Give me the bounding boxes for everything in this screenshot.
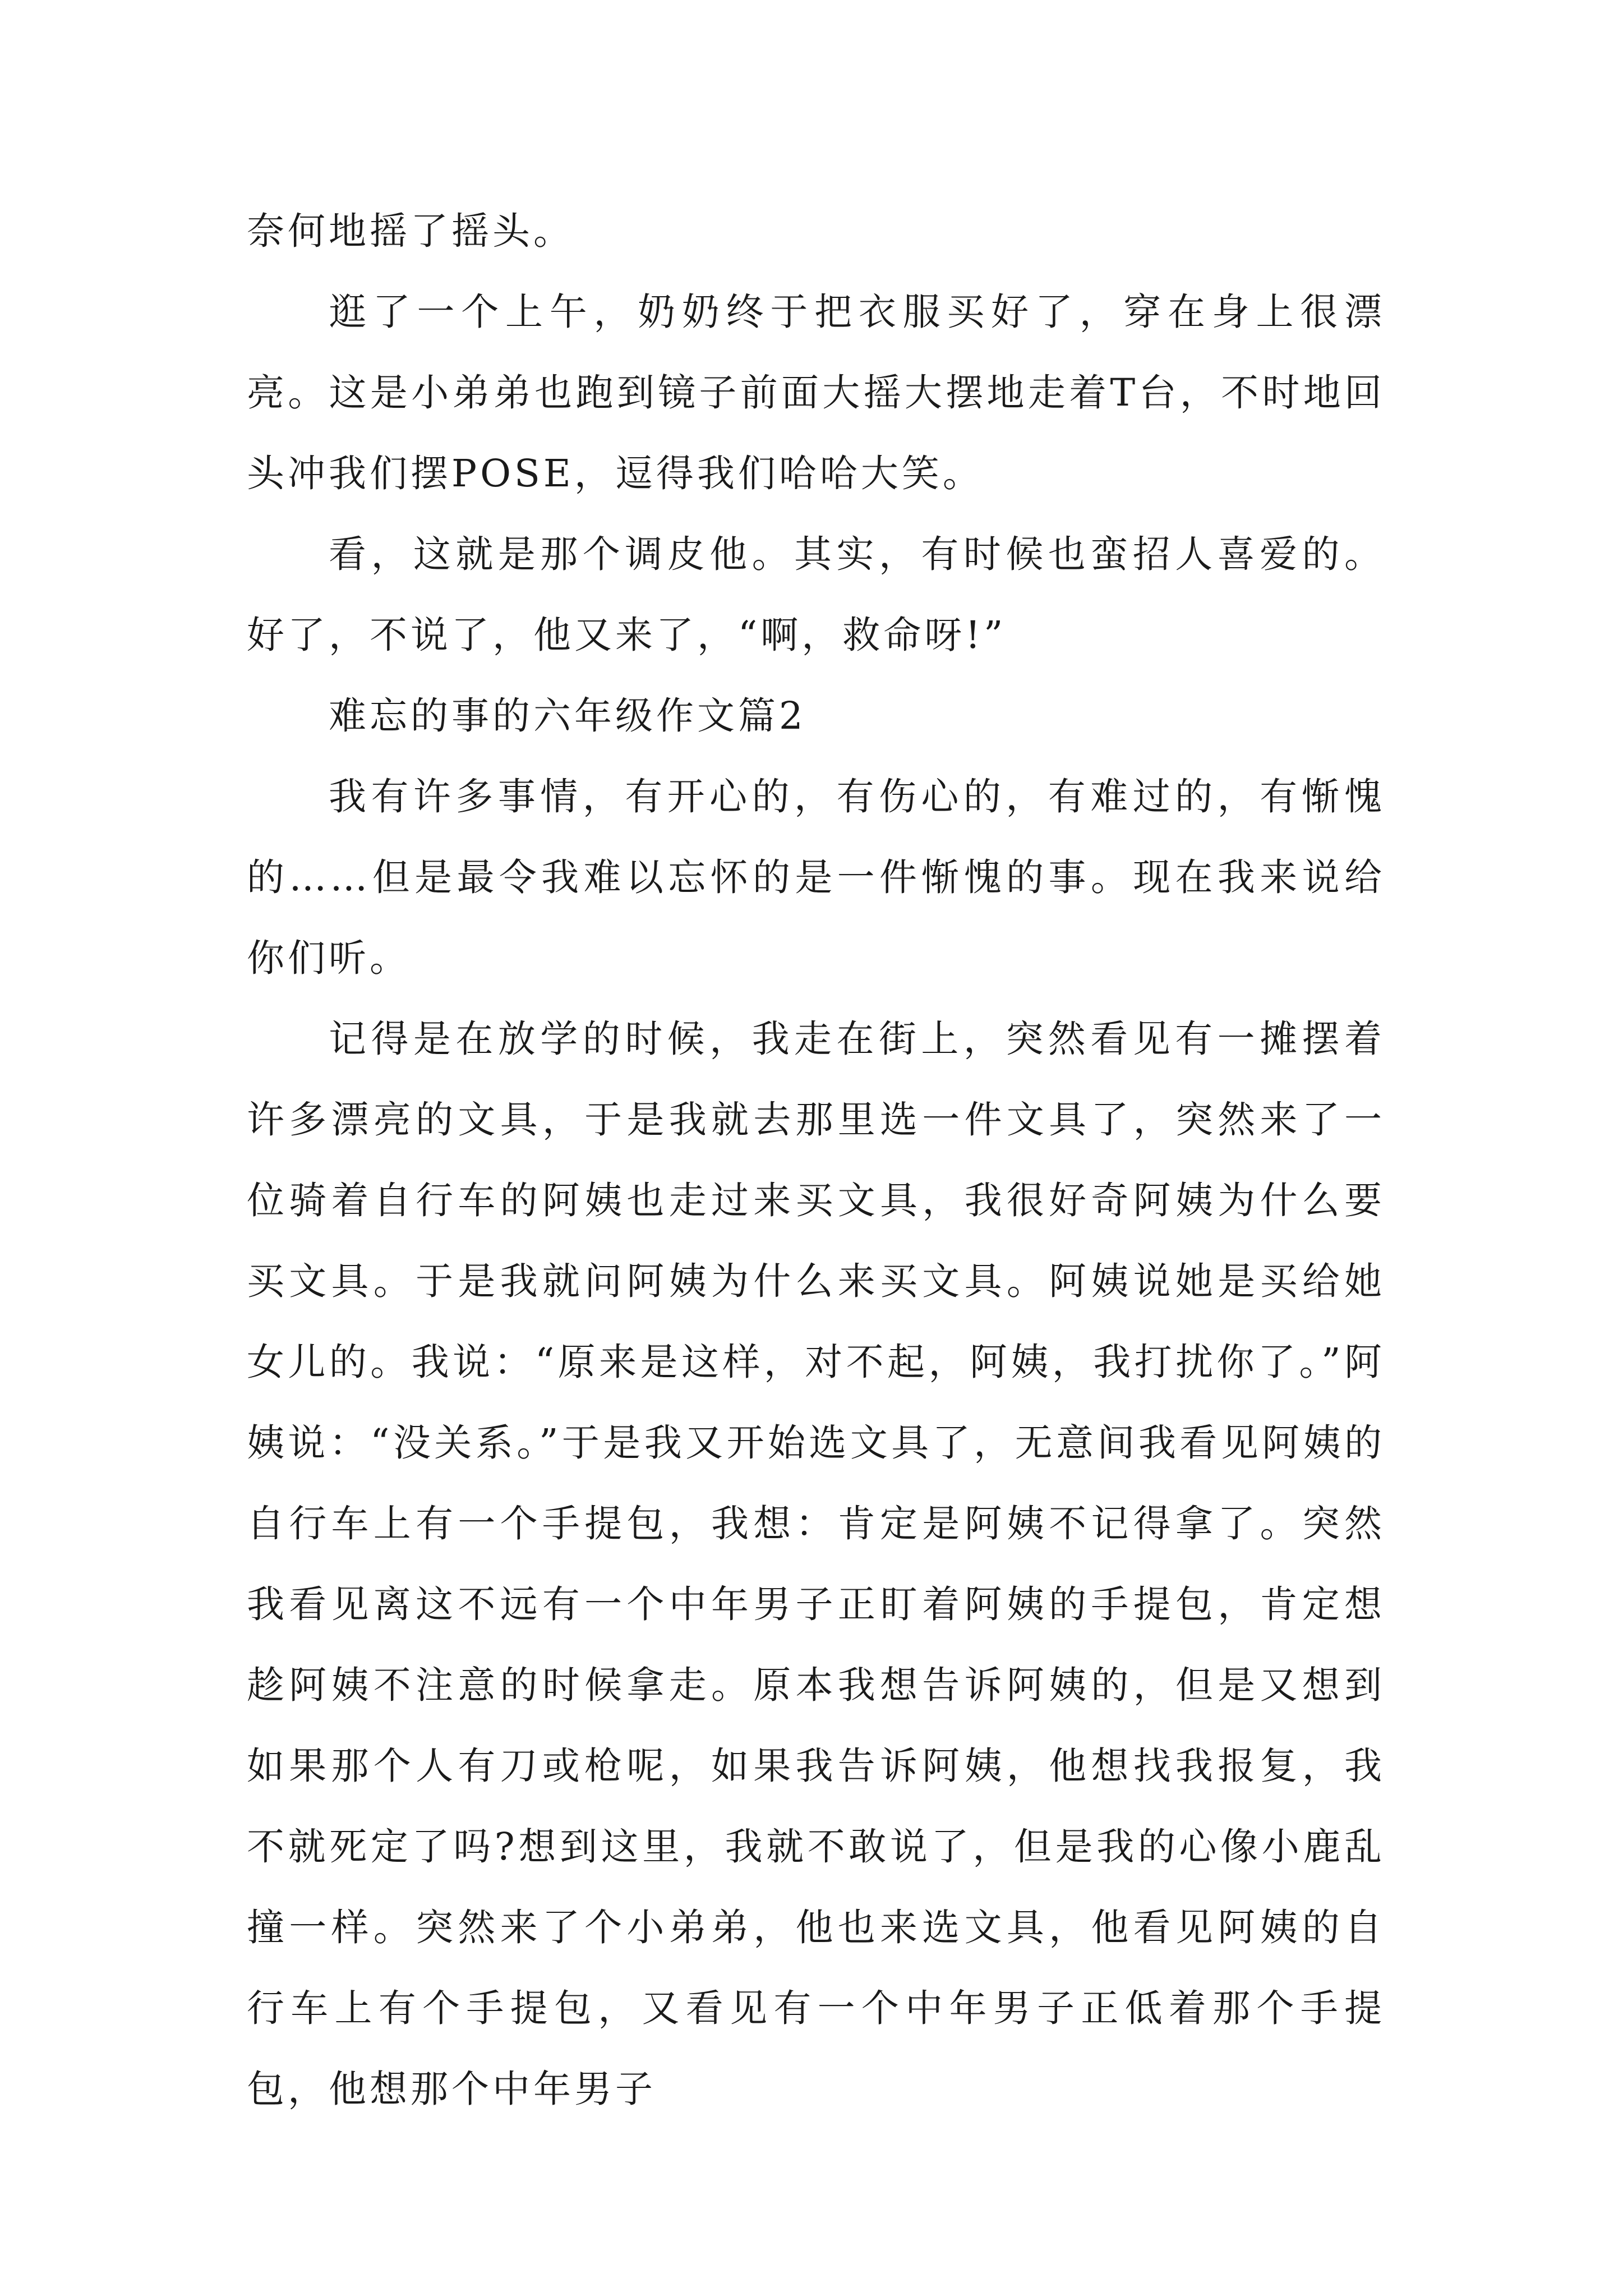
paragraph-3: 看，这就是那个调皮他。其实，有时候也蛮招人喜爱的。好了，不说了，他又来了，“啊，救命呀!” [247,532,1385,657]
section-heading: 难忘的事的六年级作文篇2 [329,694,806,738]
document-body [247,191,1385,2129]
paragraph-2: 逛了一个上午，奶奶终于把衣服买好了，穿在身上很漂亮。这是小弟弟也跑到镜子前面大摇大摆地走着T台，不时地回头冲我们摆POSE，逗得我们哈哈大笑。 [247,290,1385,495]
paragraph-4: 我有许多事情，有开心的，有伤心的，有难过的，有惭愧的……但是最令我难以忘怀的是一件惭愧的事。现在我来说给你们听。 [247,775,1385,980]
paragraph-5: 记得是在放学的时候，我走在街上，突然看见有一摊摆着许多漂亮的文具，于是我就去那里选一件文具了，突然来了一位骑着自行车的阿姨也走过来买文具，我很好奇阿姨为什么要买文具。于是我就问阿姨为什么来买文具。阿姨说她是买给她女儿的。我说：“原来是这样，对不起，阿姨，我打扰你了。”阿姨说：“没关系。”于是我又开始选文具了，无意间我看见阿姨的自行车上有一个手提包，我想：肯定是阿姨不记得拿了。突然我看见离这不远有一个中年男子正盯着阿姨的手提包，肯定想趁阿姨不注意的时候拿走。原本我想告诉阿姨的，但是又想到如果那个人有刀或枪呢，如果我告诉阿姨，他想找我报复，我不就死定了吗?想到这里，我就不敢说了，但是我的心像小鹿乱撞一样。突然来了个小弟弟，他也来选文具，他看见阿姨的自行车上有个手提包，又看见有一个中年男子正低着那个手提包，他想那个中年男子 [247,1017,1385,2111]
paragraph-1: 奈何地摇了摇头。 [247,209,574,253]
